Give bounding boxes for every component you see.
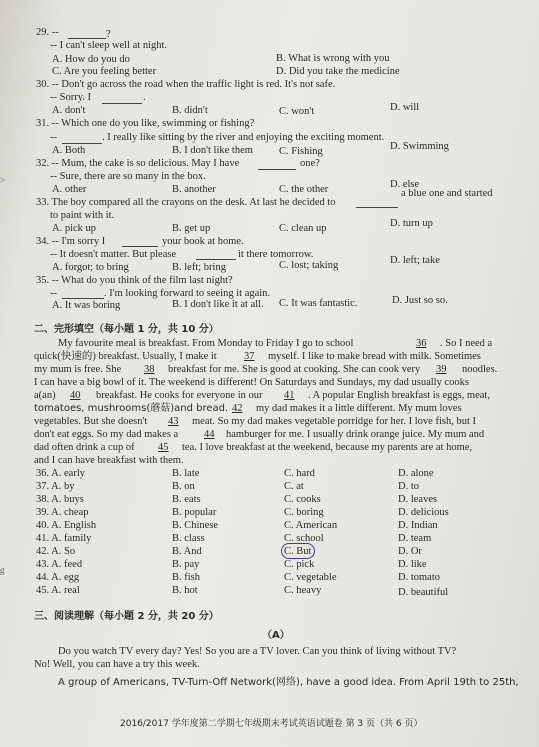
answer-blank xyxy=(122,246,158,247)
q29-option-d: D. Did you take the medicine xyxy=(276,66,400,77)
option-37d: D. to xyxy=(398,481,419,492)
option-43b: B. pay xyxy=(172,559,200,570)
option-39d: D. delicious xyxy=(398,507,449,518)
passage-label: （A） xyxy=(262,630,290,641)
reading-text: Do you watch TV every day? Yes! So you are a TV lover. Can you think of living without TV? xyxy=(58,646,457,657)
page-footer: 2016/2017 学年度第二学期七年级期末考试英语试题卷 第 3 页（共 6 页） xyxy=(120,719,423,729)
cloze-blank-39: 39 xyxy=(436,364,447,375)
option-44c: C. vegetable xyxy=(284,572,337,583)
q31-option-a: A. Both xyxy=(52,145,86,156)
option-44a: 44. A. egg xyxy=(36,572,80,583)
q32-option-b: B. another xyxy=(172,184,216,195)
q30-stem: 30. -- Don't go across the road when the traffic light is red. It's not safe. xyxy=(36,79,336,90)
q34-option-d: D. left; take xyxy=(390,255,440,266)
option-42c: C. But xyxy=(284,546,312,557)
q33-option-b: B. get up xyxy=(172,223,211,234)
option-39b: B. popular xyxy=(172,507,217,518)
option-44b: B. fish xyxy=(172,572,201,583)
option-39a: 39. A. cheap xyxy=(36,507,89,518)
option-40d: D. Indian xyxy=(398,520,438,531)
cloze-text: and I can have breakfast with them. xyxy=(34,455,184,466)
q31-line2-b: . I really like sitting by the river and enjoying the exciting moment. xyxy=(102,132,385,143)
cloze-blank-43: 43 xyxy=(168,416,179,427)
cloze-text: myself. I like to make bread with milk. Sometimes xyxy=(268,351,481,362)
q34-line2-a: -- It doesn't matter. But please xyxy=(50,249,177,260)
q31-line2-a: -- xyxy=(50,132,57,143)
option-37b: B. on xyxy=(172,481,195,492)
option-36b: B. late xyxy=(172,468,200,479)
q34-option-a: A. forgot; to bring xyxy=(52,262,129,273)
q31-option-b: B. I don't like them xyxy=(172,145,253,156)
option-40a: 40. A. English xyxy=(36,520,97,531)
q33-option-a: A. pick up xyxy=(52,223,97,234)
cloze-blank-42: 42 xyxy=(232,403,243,414)
cloze-blank-40: 40 xyxy=(70,390,81,401)
option-40b: B. Chinese xyxy=(172,520,219,531)
option-45b: B. hot xyxy=(172,585,198,596)
q30-option-a: A. don't xyxy=(52,105,86,116)
q34-stem-a: 34. -- I'm sorry I xyxy=(36,236,106,247)
option-42a: 42. A. So xyxy=(36,546,76,557)
q34-line2-b: it there tomorrow. xyxy=(238,249,314,260)
q30-line2-b: . xyxy=(143,92,146,103)
option-38b: B. eats xyxy=(172,494,201,505)
q29-option-a: A. How do you do xyxy=(52,54,130,65)
cloze-text: my mum is free. She xyxy=(34,364,122,375)
option-43a: 43. A. feed xyxy=(36,559,83,570)
q30-line2-a: -- Sorry. I xyxy=(50,92,92,103)
option-36a: 36. A. early xyxy=(36,468,85,479)
q32-stem-b: one? xyxy=(300,158,320,169)
q30-option-c: C. won't xyxy=(279,106,315,117)
reading-text: A group of Americans, TV-Turn-Off Network(网络), have a good idea. From April 19th to 25th, xyxy=(58,677,519,688)
cloze-text: tea. I love breakfast at the weekend, because my parents are at home, xyxy=(182,442,473,453)
cloze-text: hamburger for me. I usually drink orange juice. My mum and xyxy=(226,429,485,440)
q33-option-c: C. clean up xyxy=(279,223,327,234)
answer-blank xyxy=(356,207,398,208)
q35-option-c: C. It was fantastic. xyxy=(279,298,358,309)
answer-blank xyxy=(258,169,296,170)
option-38a: 38. A. buys xyxy=(36,494,84,505)
option-43d: D. like xyxy=(398,559,427,570)
option-41a: 41. A. family xyxy=(36,533,92,544)
option-41c: C. school xyxy=(284,533,324,544)
reading-heading: 三、阅读理解（每小题 2 分，共 20 分） xyxy=(34,611,219,622)
reading-text: No! Well, you can have a try this week. xyxy=(34,659,200,670)
q30-option-d: D. will xyxy=(390,102,420,113)
q33-stem-b: a blue one and started xyxy=(401,188,493,199)
cloze-text: meat. So my dad makes vegetable porridge for her. I love fish, but I xyxy=(192,416,477,427)
cloze-blank-37: 37 xyxy=(244,351,255,362)
q32-stem-a: 32. -- Mum, the cake is so delicious. May I have xyxy=(36,158,240,169)
cloze-blank-41: 41 xyxy=(284,390,295,401)
option-36d: D. alone xyxy=(398,468,434,479)
cloze-text: don't eat eggs. So my dad makes a xyxy=(34,429,179,440)
q34-option-c: C. lost; taking xyxy=(279,260,339,271)
option-42b: B. And xyxy=(172,546,202,557)
option-41d: D. team xyxy=(398,533,432,544)
answer-blank xyxy=(102,103,142,104)
cloze-text: noodles. xyxy=(462,364,498,375)
edge-mark: g xyxy=(0,565,5,575)
answer-blank xyxy=(62,143,102,144)
cloze-text: vegetables. But she doesn't xyxy=(34,416,148,427)
option-38c: C. cooks xyxy=(284,494,321,505)
cloze-blank-44: 44 xyxy=(204,429,215,440)
cloze-text: my dad makes it a little different. My mum loves xyxy=(256,403,462,414)
q31-option-d: D. Swimming xyxy=(390,141,449,152)
q29-option-c: C. Are you feeling better xyxy=(52,66,157,77)
cloze-heading: 二、完形填空（每小题 1 分，共 10 分） xyxy=(34,324,219,335)
answer-blank xyxy=(196,259,236,260)
q32-option-c: C. the other xyxy=(279,184,329,195)
cloze-text: a(an) xyxy=(34,390,56,401)
cloze-blank-36: 36 xyxy=(416,338,427,349)
q33-option-d: D. turn up xyxy=(390,218,433,229)
option-38d: D. leaves xyxy=(398,494,438,505)
option-39c: C. boring xyxy=(284,507,324,518)
q32-line2: -- Sure, there are so many in the box. xyxy=(50,171,206,182)
q32-option-d: D. else xyxy=(390,179,420,190)
q35-stem: 35. -- What do you think of the film last night? xyxy=(36,275,233,286)
option-45d: D. beautiful xyxy=(398,587,449,598)
q35-line2-b: . I'm looking forward to seeing it again. xyxy=(104,288,271,299)
cloze-text: breakfast. He cooks for everyone in our xyxy=(96,390,263,401)
option-36c: C. hard xyxy=(284,468,315,479)
edge-mark: > xyxy=(0,175,6,185)
cloze-text: quick(快速的) breakfast. Usually, I make it xyxy=(34,351,217,362)
cloze-text: . So I need a xyxy=(440,338,493,349)
q33-stem-a: 33. The boy compared all the crayons on the desk. At last he decided to xyxy=(36,197,336,208)
cloze-text: tomatoes, mushrooms(蘑菇)and bread. xyxy=(34,403,229,414)
answer-blank xyxy=(68,38,106,39)
cloze-text: breakfast for me. She is good at cooking. She can cook very xyxy=(168,364,421,375)
cloze-text: . A popular English breakfast is eggs, meat, xyxy=(308,390,490,401)
q35-option-b: B. I don't like it at all. xyxy=(172,299,264,310)
q31-option-c: C. Fishing xyxy=(279,146,323,157)
q31-stem: 31. -- Which one do you like, swimming or fishing? xyxy=(36,118,255,129)
q33-line2: to paint with it. xyxy=(50,210,115,221)
q34-stem-b: your book at home. xyxy=(162,236,244,247)
option-45a: 45. A. real xyxy=(36,585,80,596)
q29-option-b: B. What is wrong with you xyxy=(276,53,390,64)
option-40c: C. American xyxy=(284,520,338,531)
q35-option-a: A. It was boring xyxy=(52,300,121,311)
q35-option-d: D. Just so so. xyxy=(392,295,448,306)
answer-blank xyxy=(62,298,104,299)
q29-mark: ? xyxy=(106,29,111,40)
q29-line2: -- I can't sleep well at night. xyxy=(50,40,168,51)
option-43c: C. pick xyxy=(284,559,315,570)
option-37a: 37. A. by xyxy=(36,481,75,492)
option-44d: D. tomato xyxy=(398,572,440,583)
cloze-text: dad often drink a cup of xyxy=(34,442,135,453)
option-42d: D. Or xyxy=(398,546,422,557)
q34-option-b: B. left; bring xyxy=(172,262,226,273)
q30-option-b: B. didn't xyxy=(172,105,208,116)
q29-stem: 29. -- xyxy=(36,27,59,38)
option-37c: C. at xyxy=(284,481,304,492)
cloze-text: My favourite meal is breakfast. From Monday to Friday I go to school xyxy=(58,338,354,349)
cloze-text: I can have a big bowl of it. The weekend is different! On Saturdays and Sundays, my dad usually cooks xyxy=(34,377,469,388)
cloze-blank-38: 38 xyxy=(144,364,155,375)
q35-line2-a: -- xyxy=(50,288,57,299)
option-45c: C. heavy xyxy=(284,585,322,596)
option-41b: B. class xyxy=(172,533,205,544)
q32-option-a: A. other xyxy=(52,184,87,195)
cloze-blank-45: 45 xyxy=(158,442,169,453)
